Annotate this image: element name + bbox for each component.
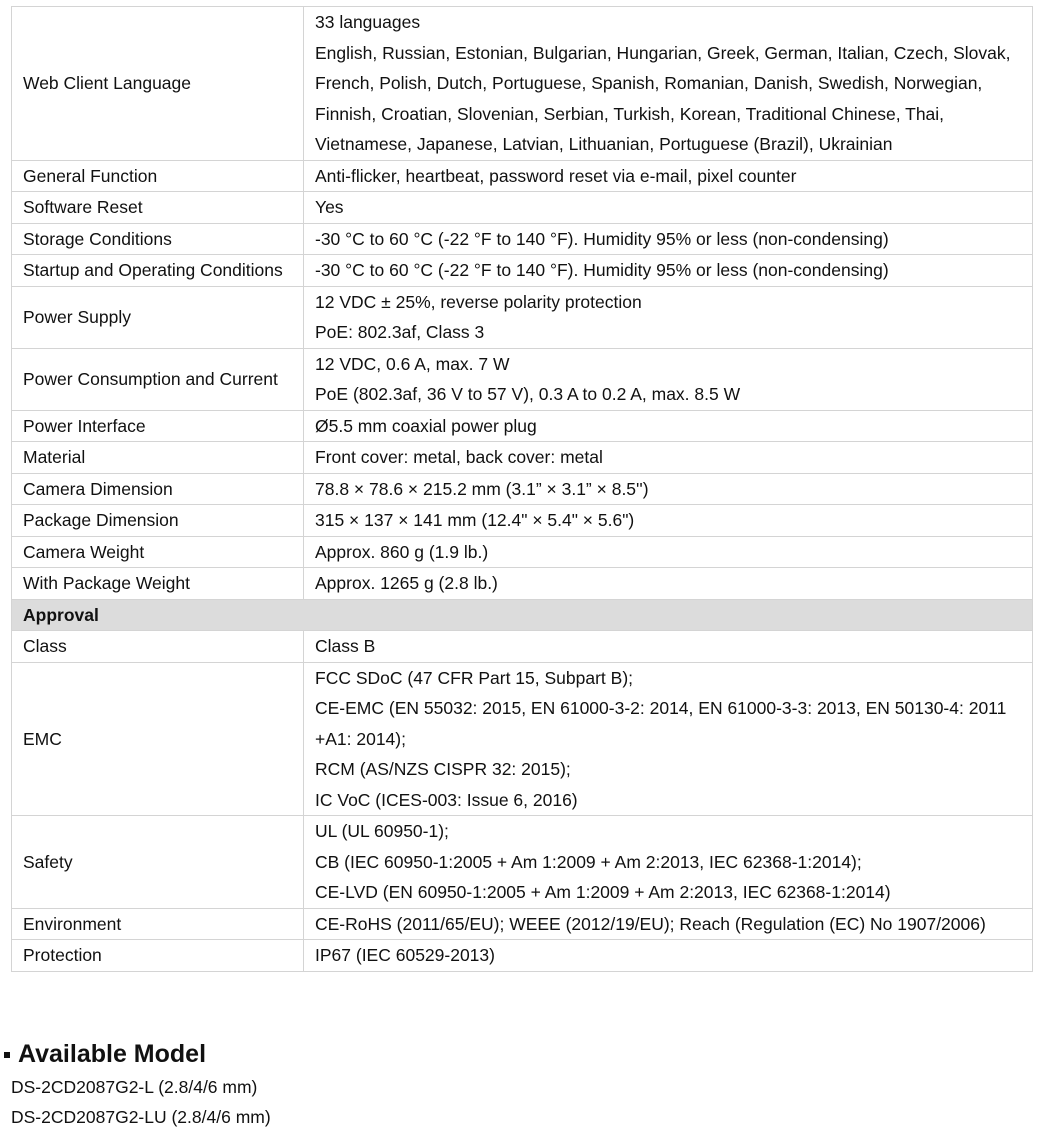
available-model-heading bbox=[4, 1036, 271, 1072]
spec-table bbox=[11, 6, 1033, 972]
spec-value-line: Ø5.5 mm coaxial power plug bbox=[315, 415, 537, 436]
spec-value-line: PoE: 802.3af, Class 3 bbox=[315, 322, 485, 342]
spec-value bbox=[304, 816, 1033, 909]
spec-value-line: CE-RoHS (2011/65/EU); WEEE (2012/19/EU); Reach (Regulation (EC) No 1907/2006) bbox=[315, 913, 986, 934]
spec-value bbox=[304, 410, 1033, 442]
spec-table-body bbox=[12, 7, 1033, 972]
spec-label: Camera Dimension bbox=[12, 473, 304, 505]
spec-value-line: Yes bbox=[315, 197, 344, 217]
spec-label: Power Consumption and Current bbox=[12, 348, 304, 410]
spec-value-line: 315 × 137 × 141 mm (12.4" × 5.4" × 5.6") bbox=[315, 510, 635, 530]
bullet-icon bbox=[4, 1052, 10, 1058]
spec-value-line: RCM (AS/NZS CISPR 32: 2015); bbox=[315, 759, 571, 779]
available-model-title: Available Model bbox=[18, 1040, 207, 1068]
spec-value bbox=[304, 940, 1033, 972]
spec-row bbox=[12, 940, 1033, 972]
spec-label: Safety bbox=[12, 816, 304, 909]
spec-value-line: UL (UL 60950-1); bbox=[315, 821, 449, 841]
spec-label: Material bbox=[12, 442, 304, 474]
spec-label: Environment bbox=[12, 908, 304, 940]
spec-value bbox=[304, 7, 1033, 161]
spec-value bbox=[304, 662, 1033, 816]
section-title: Approval bbox=[12, 599, 1033, 631]
spec-row bbox=[12, 7, 1033, 161]
spec-row bbox=[12, 223, 1033, 255]
spec-value-line: Front cover: metal, back cover: metal bbox=[315, 447, 603, 467]
spec-value-line: CB (IEC 60950-1:2005 + Am 1:2009 + Am 2:2013, IEC 62368-1:2014); bbox=[315, 851, 862, 872]
spec-value-line: 12 VDC, 0.6 A, max. 7 W bbox=[315, 353, 510, 374]
spec-label: General Function bbox=[12, 160, 304, 192]
spec-label: EMC bbox=[12, 662, 304, 816]
spec-value-line: CE-EMC (EN 55032: 2015, EN 61000-3-2: 2014, EN 61000-3-3: 2013, EN 50130-4: 2011 +A1: 2014); bbox=[315, 698, 1007, 749]
spec-value-line: CE-LVD (EN 60950-1:2005 + Am 1:2009 + Am 2:2013, IEC 62368-1:2014) bbox=[315, 882, 891, 902]
spec-row bbox=[12, 410, 1033, 442]
spec-row bbox=[12, 505, 1033, 537]
spec-value-line: Approx. 860 g (1.9 lb.) bbox=[315, 541, 489, 562]
spec-value-line: Approx. 1265 g (2.8 lb.) bbox=[315, 573, 498, 593]
spec-row bbox=[12, 192, 1033, 224]
spec-label: Web Client Language bbox=[12, 7, 304, 161]
spec-value bbox=[304, 442, 1033, 474]
spec-row bbox=[12, 286, 1033, 348]
spec-value bbox=[304, 631, 1033, 663]
spec-value bbox=[304, 348, 1033, 410]
spec-value-line: 78.8 × 78.6 × 215.2 mm (3.1” × 3.1” × 8.5'') bbox=[315, 478, 649, 499]
spec-label: Protection bbox=[12, 940, 304, 972]
spec-row bbox=[12, 631, 1033, 663]
spec-value-line: FCC SDoC (47 CFR Part 15, Subpart B); bbox=[315, 667, 634, 688]
spec-value bbox=[304, 286, 1033, 348]
spec-row bbox=[12, 255, 1033, 287]
spec-label: Power Supply bbox=[12, 286, 304, 348]
spec-value bbox=[304, 255, 1033, 287]
spec-value bbox=[304, 192, 1033, 224]
spec-label: Package Dimension bbox=[12, 505, 304, 537]
spec-value bbox=[304, 568, 1033, 600]
spec-value bbox=[304, 536, 1033, 568]
spec-value-line: IC VoC (ICES-003: Issue 6, 2016) bbox=[315, 789, 578, 810]
section-header-approval bbox=[12, 599, 1033, 631]
spec-row bbox=[12, 160, 1033, 192]
spec-value bbox=[304, 908, 1033, 940]
spec-value-line: -30 °C to 60 °C (-22 °F to 140 °F). Humidity 95% or less (non-condensing) bbox=[315, 260, 889, 280]
spec-label: Camera Weight bbox=[12, 536, 304, 568]
spec-label: Class bbox=[12, 631, 304, 663]
model-item: DS-2CD2087G2-L (2.8/4/6 mm) bbox=[11, 1077, 258, 1097]
spec-value bbox=[304, 160, 1033, 192]
spec-row bbox=[12, 816, 1033, 909]
spec-value bbox=[304, 473, 1033, 505]
spec-value bbox=[304, 505, 1033, 537]
available-model-section bbox=[4, 1036, 271, 1132]
spec-value-line: -30 °C to 60 °C (-22 °F to 140 °F). Humidity 95% or less (non-condensing) bbox=[315, 228, 889, 249]
spec-row bbox=[12, 442, 1033, 474]
spec-value-line: PoE (802.3af, 36 V to 57 V), 0.3 A to 0.2 A, max. 8.5 W bbox=[315, 384, 741, 404]
spec-label: Startup and Operating Conditions bbox=[12, 255, 304, 287]
spec-label: Software Reset bbox=[12, 192, 304, 224]
spec-row bbox=[12, 348, 1033, 410]
spec-value-line: Anti-flicker, heartbeat, password reset via e-mail, pixel counter bbox=[315, 165, 797, 186]
spec-value-line: English, Russian, Estonian, Bulgarian, Hungarian, Greek, German, Italian, Czech, Slovak, French, Polish, Dutch, Portuguese, Spanish, Romanian, Danish, Swedish, Norwegian, Finnish, Croatian, Slovenian, Serbian, Turkish, Korean, Traditional Chinese, Thai, Vietnamese, Japanese, Latvian, Lithuanian, Portuguese (Brazil), Ukrainian bbox=[315, 42, 1011, 154]
spec-row bbox=[12, 908, 1033, 940]
spec-label: With Package Weight bbox=[12, 568, 304, 600]
spec-row bbox=[12, 568, 1033, 600]
spec-value-line: IP67 (IEC 60529-2013) bbox=[315, 945, 495, 965]
spec-row bbox=[12, 662, 1033, 816]
spec-value-line: Class B bbox=[315, 636, 376, 656]
spec-label: Power Interface bbox=[12, 410, 304, 442]
spec-value-line: 33 languages bbox=[315, 12, 421, 32]
spec-row bbox=[12, 536, 1033, 568]
spec-label: Storage Conditions bbox=[12, 223, 304, 255]
spec-value-line: 12 VDC ± 25%, reverse polarity protection bbox=[315, 291, 642, 312]
model-item: DS-2CD2087G2-LU (2.8/4/6 mm) bbox=[11, 1107, 271, 1127]
spec-row bbox=[12, 473, 1033, 505]
spec-value bbox=[304, 223, 1033, 255]
